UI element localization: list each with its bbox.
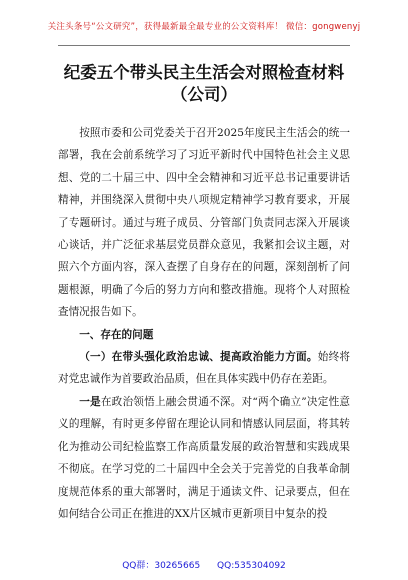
- footer-qq-group: QQ群：30265665: [122, 561, 201, 571]
- header-promo-note: 关注头条号“公文研究”，获得最新最全最专业的公文资料库！ 微信：gongwenyj: [47, 22, 361, 32]
- title-line-2: （公司）: [171, 85, 237, 104]
- header-divider: [58, 45, 350, 46]
- subsection-heading-1: （一）在带头强化政治忠诚、提高政治能力方面。: [79, 351, 318, 364]
- title-line-1: 纪委五个带头民主生活会对照检查材料: [63, 63, 345, 82]
- point-text-1: 在政治领悟上融会贯通不深。对“两个确立”决定性意义的理解，有时更多停留在理论认同和情感认同层面，将其转化为推动公司纪检监察工作高质量发展的政治智慧和实践成果不彻底。在学习党的二十届四中全会关于完善党的自我革命制度规范体系的重大部署时，满足于通读文件、记录要点，但在如何结合公司正在推进的XX片区城市更新项目中复杂的投: [58, 395, 350, 520]
- subsection-paragraph-1: [58, 346, 350, 391]
- footer-qq-number: QQ:535304092: [217, 561, 286, 571]
- point-paragraph-1: [58, 391, 350, 525]
- subsection-text-1: 始终将对党忠诚作为首要政治品质，但在具体实践中仍存在差距。: [58, 351, 351, 386]
- document-body: [58, 122, 350, 525]
- point-lead-1: 一是: [79, 395, 101, 408]
- footer-contact-note: [0, 558, 408, 571]
- intro-paragraph: 按照市委和公司党委关于召开2025年度民主生活会的统一部署，我在会前系统学习了习近平新时代中国特色社会主义思想、党的二十届三中、四中全会精神和习近平总书记重要讲话精神，并围绕深入贯彻中央八项规定精神学习教育要求，开展了专题研讨。通过与班子成员、分管部门负责同志深入开展谈心谈话，并广泛征求基层党员群众意见，我紧扣会议主题，对照六个方面内容，深入查摆了自身存在的问题，深刻剖析了问题根源，明确了今后的努力方向和整改措施。现将个人对照检查情况报告如下。: [58, 127, 350, 319]
- document-title: [0, 62, 408, 106]
- section-heading-problems: 一、存在的问题: [79, 328, 154, 341]
